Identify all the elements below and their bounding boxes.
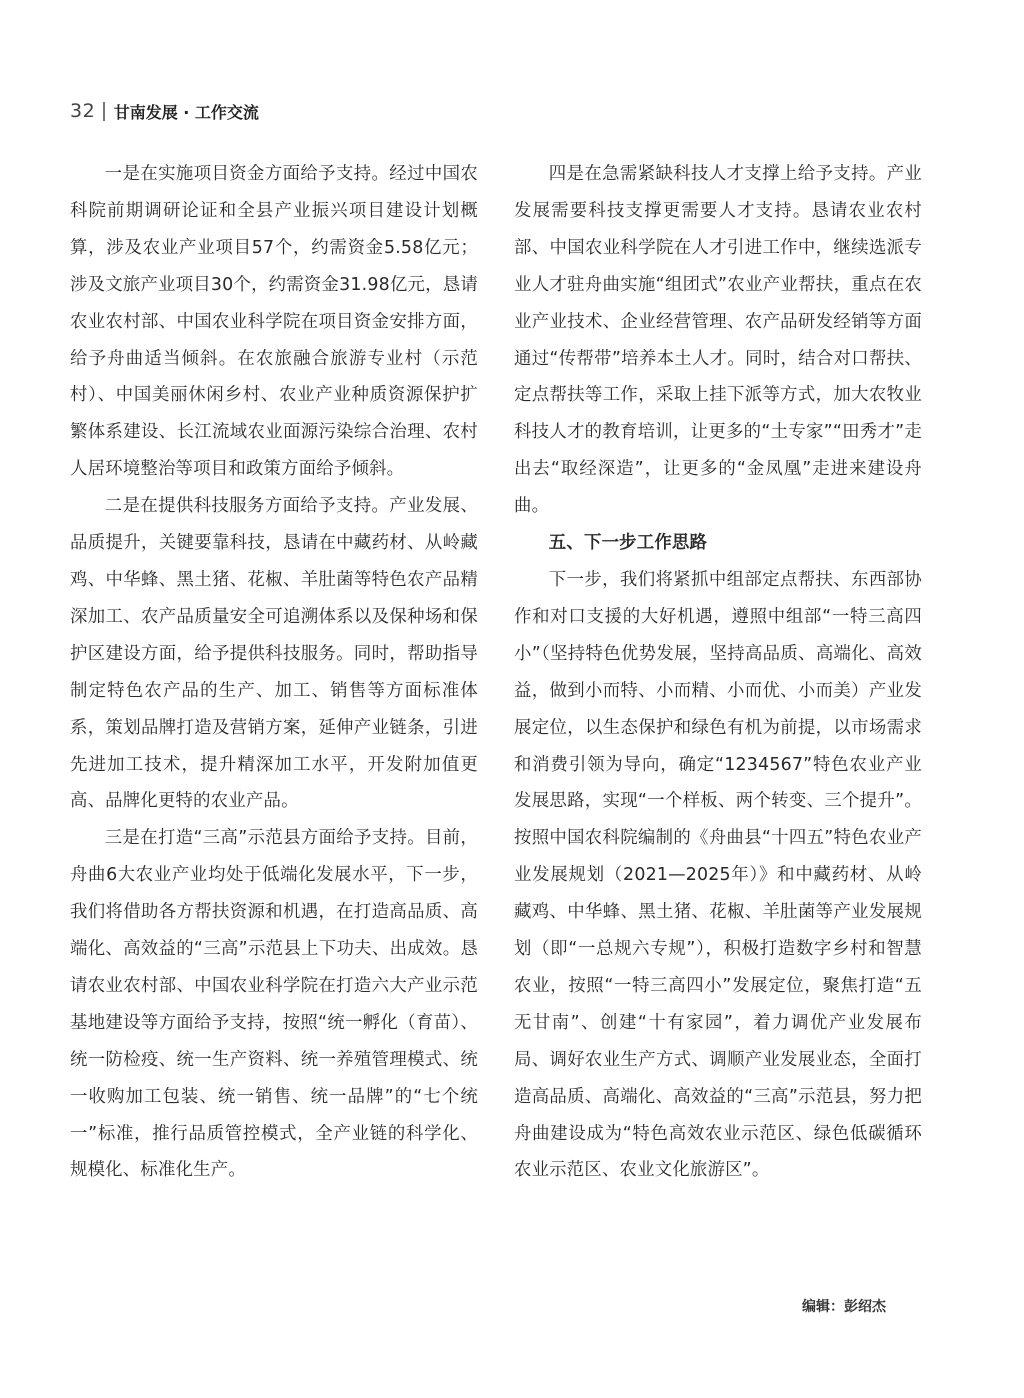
editor-credit: 编辑：彭绍杰 (802, 1299, 886, 1315)
paragraph-funding: 一是在实施项目资金方面给予支持。经过中国农科院前期调研论证和全县产业振兴项目建设计划概算，涉及农业产业项目57个，约需资金5.58亿元；涉及文旅产业项目30个，约需资金31.98亿元，恳请农业农村部、中国农业科学院在项目资金安排方面，给予舟曲适当倾斜。在农旅融合旅游专业村（示范村）、中国美丽休闲乡村、农业产业种质资源保护扩繁体系建设、长江流域农业面源污染综合治理、农村人居环境整治等项目和政策方面给予倾斜。 (70, 164, 478, 480)
paragraph-three-high: 三是在打造“三高”示范县方面给予支持。目前，舟曲6大农业产业均处于低端化发展水平，下一步，我们将借助各方帮扶资源和机遇，在打造高品质、高端化、高效益的“三高”示范县上下功夫、出成效。恳请农业农村部、中国农业科学院在打造六大产业示范基地建设等方面给予支持，按照“统一孵化（育苗）、统一防检疫、统一生产资料、统一养殖管理模式、统一收购加工包装、统一销售、统一品牌”的“七个统一”标准，推行品质管控模式，全产业链的科学化、规模化、标准化生产。 (70, 828, 478, 1181)
left-column (70, 156, 478, 1189)
paragraph-next-steps: 下一步，我们将紧抓中组部定点帮扶、东西部协作和对口支援的大好机遇，遵照中组部“一特三高四小”（坚持特色优势发展，坚持高品质、高端化、高效益，做到小而特、小而精、小而优、小而美）产业发展定位，以生态保护和绿色有机为前提，以市场需求和消费引领为导向，确定“1234567”特色农业产业发展思路，实现“一个样板、两个转变、三个提升”。按照中国农科院编制的《舟曲县“十四五”特色农业产业发展规划（2021—2025年）》和中藏药材、从岭藏鸡、中华蜂、黑土猪、花椒、羊肚菌等产业发展规划（即“一总规六专规”），积极打造数字乡村和智慧农业，按照“一特三高四小”发展定位，聚焦打造“五无甘南”、创建“十有家园”，着力调优产业发展布局、调好农业生产方式、调顺产业发展业态，全面打造高品质、高端化、高效益的“三高”示范县，努力把舟曲建设成为“特色高效农业示范区、绿色低碳循环农业示范区、农业文化旅游区”。 (514, 569, 922, 1181)
page-number: 32 (70, 100, 96, 122)
section-heading-next-steps: 五、下一步工作思路 (548, 533, 708, 554)
page-header (70, 96, 259, 126)
section-title: 甘南发展 · 工作交流 (113, 102, 259, 122)
right-column (514, 156, 922, 1189)
paragraph-tech-service: 二是在提供科技服务方面给予支持。产业发展、品质提升，关键要靠科技，恳请在中藏药材、从岭藏鸡、中华蜂、黑土猪、花椒、羊肚菌等特色农产品精深加工、农产品质量安全可追溯体系以及保种场和保护区建设方面，给予提供科技服务。同时，帮助指导制定特色农产品的生产、加工、销售等方面标准体系，策划品牌打造及营销方案，延伸产业链条，引进先进加工技术，提升精深加工水平，开发附加值更高、品牌化更特的农业产品。 (70, 496, 478, 812)
header-divider (103, 102, 105, 121)
paragraph-talent: 四是在急需紧缺科技人才支撑上给予支持。产业发展需要科技支撑更需要人才支持。恳请农业农村部、中国农业科学院在人才引进工作中，继续选派专业人才驻舟曲实施“组团式”农业产业帮扶，重点在农业产业技术、企业经营管理、农产品研发经销等方面通过“传帮带”培养本土人才。同时，结合对口帮扶、定点帮扶等工作，采取上挂下派等方式，加大农牧业科技人才的教育培训，让更多的“土专家”“田秀才”走出去“取经深造”，让更多的“金凤凰”走进来建设舟曲。 (514, 164, 922, 517)
